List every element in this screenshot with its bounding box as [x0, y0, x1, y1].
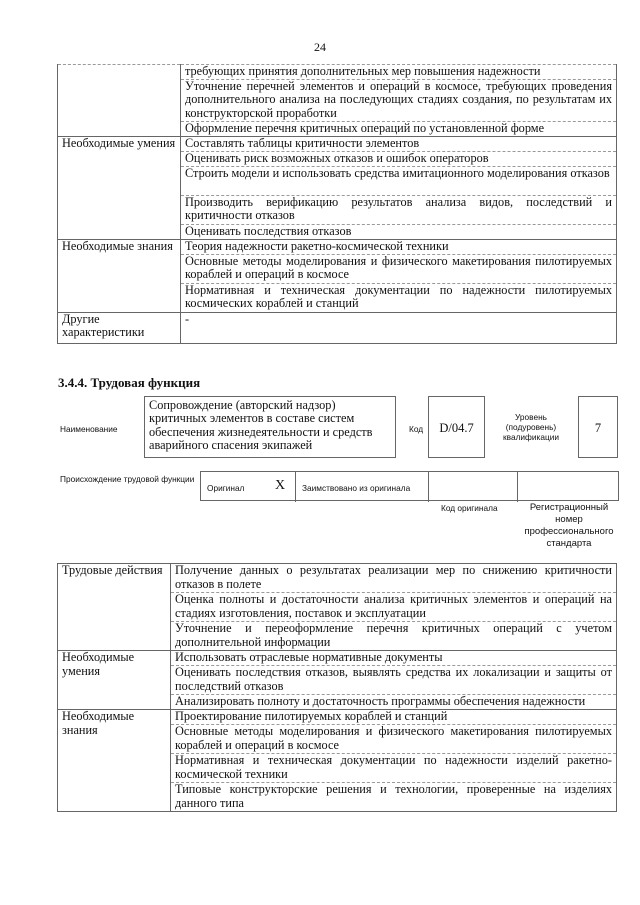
- table-cell: требующих принятия дополнительных мер повышения надежности: [181, 65, 617, 80]
- code-original-label: Код оригинала: [441, 503, 498, 513]
- qualification-level-field: 7: [578, 396, 618, 458]
- row-label-skills: Необходимые умения: [58, 136, 181, 239]
- origin-divider: [428, 472, 429, 502]
- table-cell: Оценивать последствия отказов, выявлять средства их локализации и защиты от последствий отказов: [171, 666, 617, 695]
- table-cell: -: [181, 312, 617, 343]
- table-cell: Оформление перечня критичных операций по установленной форме: [181, 121, 617, 136]
- table-cell: Использовать отраслевые нормативные документы: [171, 651, 617, 666]
- labor-function-table: [57, 563, 617, 812]
- function-code-field: D/04.7: [428, 396, 485, 458]
- table-cell: Составлять таблицы критичности элементов: [181, 136, 617, 151]
- table-cell: Уточнение и переоформление перечня критичных операций с учетом дополнительной информации: [171, 622, 617, 651]
- table-cell: Нормативная и техническая документации по надежности пилотируемых космических кораблей и станций: [181, 283, 617, 312]
- table-cell: Производить верификацию результатов анализа видов, последствий и критичности отказов: [181, 195, 617, 224]
- skills-knowledge-table-continued: [57, 64, 617, 344]
- table-cell: Строить модели и использовать средства имитационного моделирования отказов: [181, 166, 617, 195]
- table-cell: Основные методы моделирования и физического макетирования пилотируемых кораблей и операций в космосе: [181, 254, 617, 283]
- page-number: 24: [314, 40, 326, 54]
- origin-label: Происхождение трудовой функции: [60, 474, 195, 484]
- row-label-actions: Трудовые действия: [58, 564, 171, 651]
- table-cell: Уточнение перечней элементов и операций в космосе, требующих проведения дополнительного анализа на последующих стадиях создания, по результатам их конструкторской проработки: [181, 79, 617, 121]
- registration-number-label: Регистрационный номер профессионального стандарта: [524, 502, 614, 549]
- name-label: Наименование: [60, 424, 118, 434]
- table-cell: Оценка полноты и достаточности анализа критичных элементов и операций на стадиях изготовления, поставок и эксплуатации: [171, 593, 617, 622]
- original-mark: X: [275, 478, 286, 493]
- function-name-field: Сопровождение (авторский надзор) критичных элементов в составе систем обеспечения жизнедеятельности и средств аварийного спасения экипажей: [144, 396, 396, 458]
- table-cell: Теория надежности ракетно-космической техники: [181, 239, 617, 254]
- row-label-other: Другие характеристики: [58, 312, 181, 343]
- table-cell: Анализировать полноту и достаточность программы обеспечения надежности: [171, 695, 617, 710]
- row-label-knowledge: Необходимые знания: [58, 239, 181, 312]
- qualification-level-label: Уровень (подуровень) квалификации: [503, 412, 559, 442]
- table-cell: Оценивать последствия отказов: [181, 224, 617, 239]
- code-label: Код: [409, 424, 424, 434]
- table-label-cell-empty: [58, 65, 181, 137]
- table-cell: Проектирование пилотируемых кораблей и станций: [171, 710, 617, 725]
- table-cell: Получение данных о результатах реализации мер по снижению критичности отказов в полете: [171, 564, 617, 593]
- section-heading: 3.4.4. Трудовая функция: [58, 375, 201, 390]
- row-label-skills: Необходимые умения: [58, 651, 171, 710]
- borrowed-label: Заимствовано из оригинала: [302, 483, 411, 493]
- origin-divider: [517, 472, 518, 502]
- original-label: Оригинал: [207, 483, 245, 493]
- origin-divider: [295, 472, 296, 502]
- table-cell: Основные методы моделирования и физического макетирования пилотируемых кораблей и операций в космосе: [171, 725, 617, 754]
- table-cell: Нормативная и техническая документации по надежности изделий ракетно-космической техники: [171, 754, 617, 783]
- row-label-knowledge: Необходимые знания: [58, 710, 171, 812]
- table-cell: Типовые конструкторские решения и технологии, проверенные на изделиях данного типа: [171, 783, 617, 812]
- table-cell: Оценивать риск возможных отказов и ошибок операторов: [181, 151, 617, 166]
